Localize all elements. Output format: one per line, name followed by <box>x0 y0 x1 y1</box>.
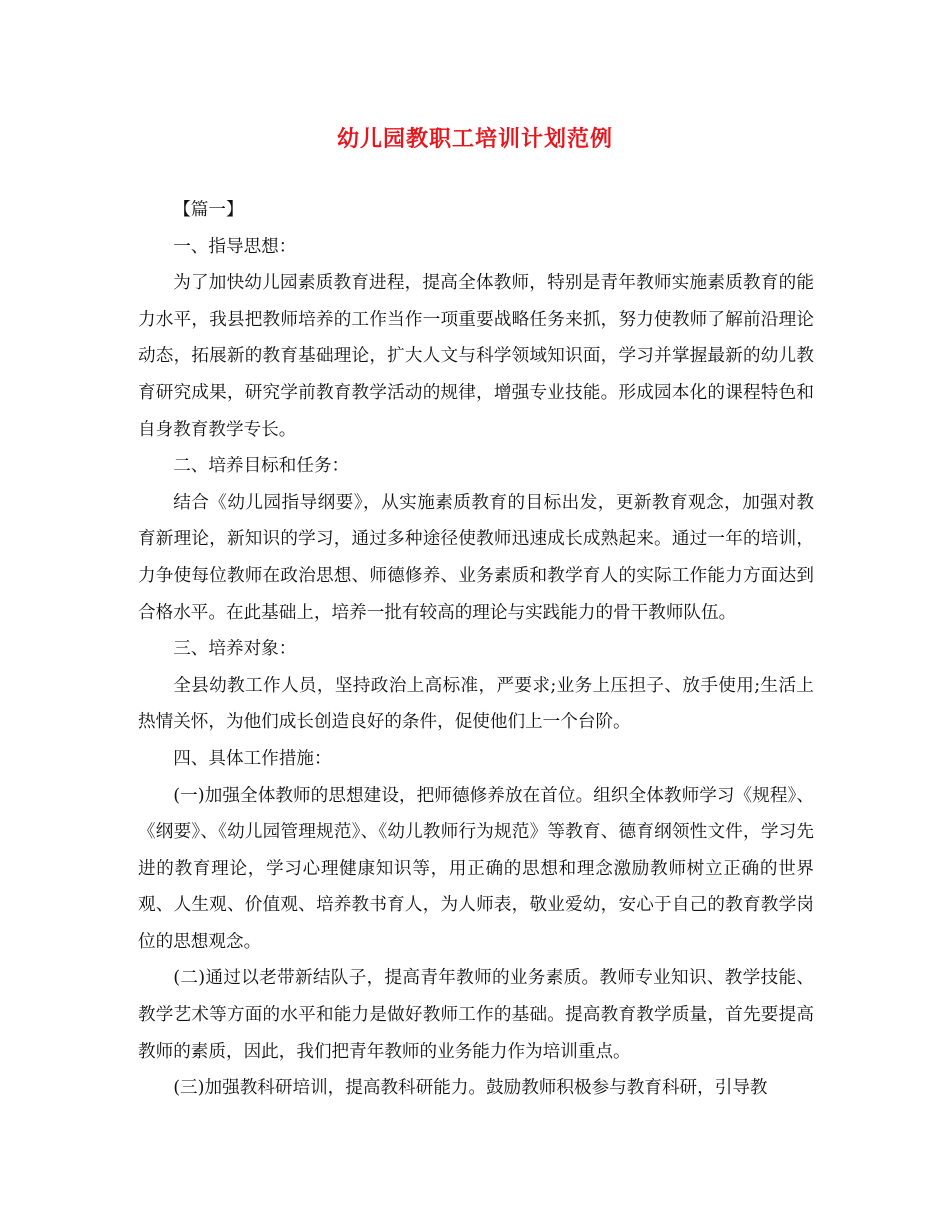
paragraph-training-targets: 全县幼教工作人员，坚持政治上高标准，严要求;业务上压担子、放手使用;生活上热情关怀，为他们成长创造良好的条件，促使他们上一个台阶。 <box>138 675 814 733</box>
paragraph-guiding-ideology: 为了加快幼儿园素质教育进程，提高全体教师，特别是青年教师实施素质教育的能力水平，我县把教师培养的工作当作一项重要战略任务来抓，努力使教师了解前沿理论动态，拓展新的教育基础理论，扩大人文与科学领域知识面，学习并掌握最新的幼儿教育研究成果，研究学前教育教学活动的规律，增强专业技能。形成园本化的课程特色和自身教育教学专长。 <box>138 273 814 440</box>
paragraph-measure-1: (一)加强全体教师的思想建设，把师德修养放在首位。组织全体教师学习《规程》、《纲要》、《幼儿园管理规范》、《幼儿教师行为规范》等教育、德育纲领性文件，学习先进的教育理论，学习心理健康知识等，用正确的思想和理念激励教师树立正确的世界观、人生观、价值观、培养教书育人，为人师表，敬业爱幼，安心于自己的教育教学岗位的思想观念。 <box>138 785 814 952</box>
section-label: 【篇一】 <box>173 200 244 220</box>
heading-goals-tasks: 二、培养目标和任务： <box>173 456 350 477</box>
heading-training-targets: 三、培养对象： <box>173 639 297 660</box>
paragraph-measure-3: (三)加强教科研培训，提高教科研能力。鼓励教师积极参与教育科研，引导教 <box>173 1078 768 1099</box>
document-title: 幼儿园教职工培训计划范例 <box>336 126 613 152</box>
heading-guiding-ideology: 一、指导思想： <box>173 236 297 257</box>
paragraph-goals-tasks: 结合《幼儿园指导纲要》，从实施素质教育的目标出发，更新教育观念，加强对教育新理论，新知识的学习，通过多种途径使教师迅速成长成熟起来。通过一年的培训，力争使每位教师在政治思想、师德修养、业务素质和教学育人的实际工作能力方面达到合格水平。在此基础上，培养一批有较高的理论与实践能力的骨干教师队伍。 <box>138 492 814 623</box>
paragraph-measure-2: (二)通过以老带新结队子，提高青年教师的业务素质。教师专业知识、教学技能、教学艺术等方面的水平和能力是做好教师工作的基础。提高教育教学质量，首先要提高教师的素质，因此，我们把青年教师的业务能力作为培训重点。 <box>138 968 814 1062</box>
document-body <box>138 192 814 1107</box>
heading-work-measures: 四、具体工作措施： <box>173 748 332 769</box>
